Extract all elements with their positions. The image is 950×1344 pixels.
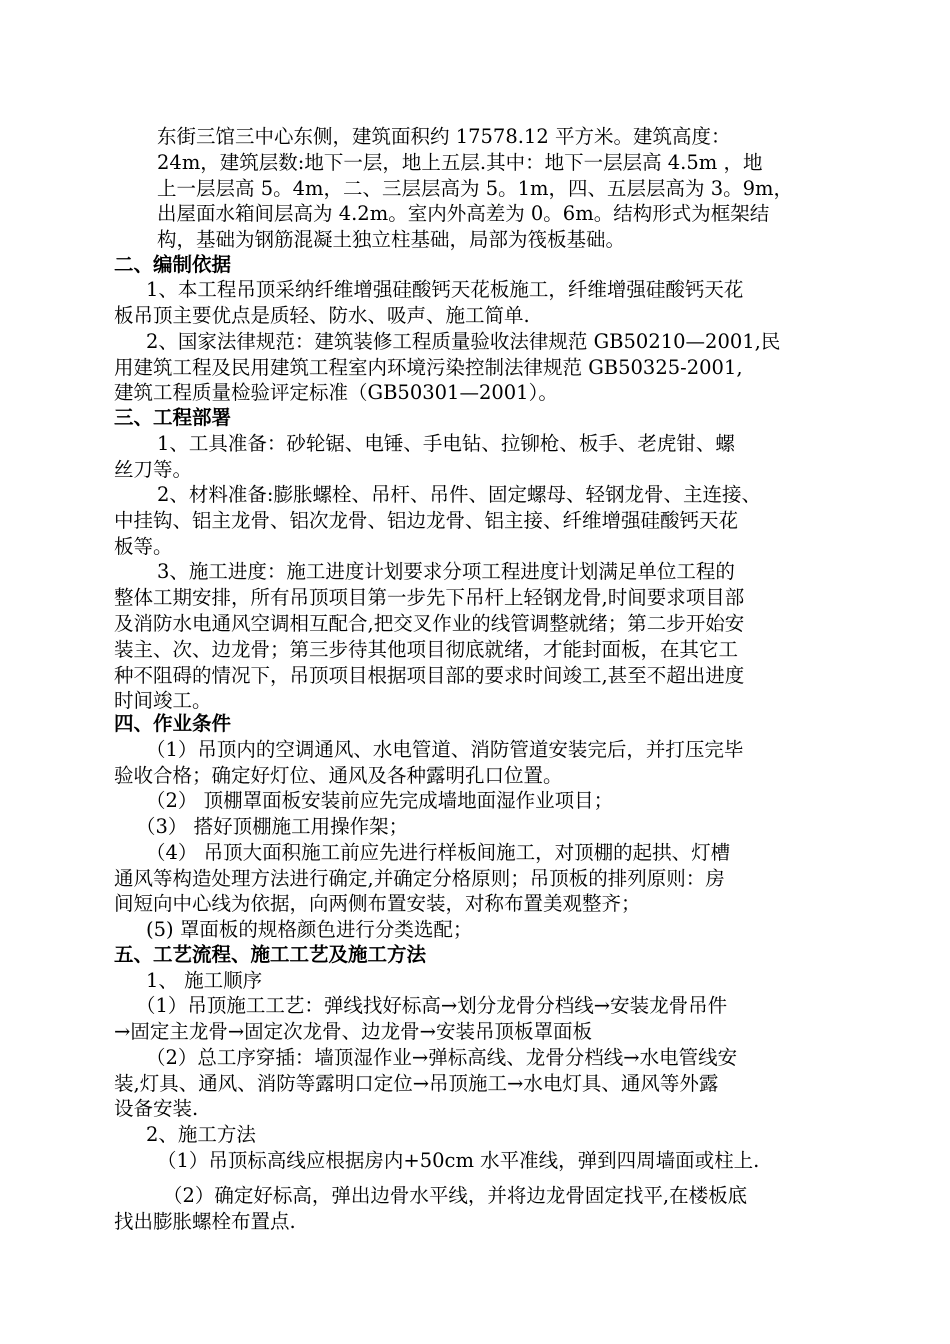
subsection-heading: 1、 施工顺序 bbox=[146, 969, 263, 992]
paragraph-line: （1）吊顶施工工艺：弹线找好标高→划分龙骨分档线→安装龙骨吊件 bbox=[136, 994, 728, 1017]
paragraph-line: 1、本工程吊顶采纳纤维增强硅酸钙天花板施工，纤维增强硅酸钙天花 bbox=[146, 278, 744, 301]
paragraph-line: （3） 搭好顶棚施工用操作架； bbox=[136, 815, 409, 838]
paragraph-line: （4） 吊顶大面积施工前应先进行样板间施工，对顶棚的起拱、灯槽 bbox=[146, 841, 731, 864]
paragraph-line: 2、材料准备:膨胀螺栓、吊杆、吊件、固定螺母、轻钢龙骨、主连接、 bbox=[157, 483, 761, 506]
paragraph-line: →固定主龙骨→固定次龙骨、边龙骨→安装吊顶板罩面板 bbox=[114, 1020, 593, 1043]
paragraph-line: 验收合格；确定好灯位、通风及各种露明孔口位置。 bbox=[114, 764, 563, 787]
paragraph-line: （2）总工序穿插：墙顶湿作业→弹标高线、龙骨分档线→水电管线安 bbox=[146, 1046, 738, 1069]
paragraph-line: （2）确定好标高，弹出边骨水平线，并将边龙骨固定找平,在楼板底 bbox=[163, 1184, 748, 1207]
paragraph-line: 找出膨胀螺栓布置点. bbox=[114, 1210, 296, 1233]
paragraph-line: 上一层层高 5。4m，二、三层层高为 5。1m，四、五层层高为 3。9m， bbox=[157, 177, 794, 200]
paragraph-line: 东街三馆三中心东侧，建筑面积约 17578.12 平方米。建筑高度： bbox=[157, 125, 731, 148]
paragraph-line: 装主、次、边龙骨；第三步待其他项目彻底就绪，才能封面板，在其它工 bbox=[114, 638, 739, 661]
paragraph-line: 构，基础为钢筋混凝土独立柱基础，局部为筏板基础。 bbox=[157, 228, 626, 251]
paragraph-line: 装,灯具、通风、消防等露明口定位→吊顶施工→水电灯具、通风等外露 bbox=[114, 1072, 719, 1095]
paragraph-line: （1）吊顶标高线应根据房内+50cm 水平准线，弹到四周墙面或柱上. bbox=[157, 1149, 760, 1172]
paragraph-line: 时间竣工。 bbox=[114, 689, 212, 712]
paragraph-line: 板吊顶主要优点是质轻、防水、吸声、施工简单. bbox=[114, 304, 530, 327]
subsection-heading: 2、施工方法 bbox=[146, 1123, 256, 1146]
paragraph-line: 种不阻碍的情况下，吊顶项目根据项目部的要求时间竣工,甚至不超出进度 bbox=[114, 664, 745, 687]
paragraph-line: 3、施工进度：施工进度计划要求分项工程进度计划满足单位工程的 bbox=[157, 560, 735, 583]
paragraph-line: 及消防水电通风空调相互配合,把交叉作业的线管调整就绪；第二步开始安 bbox=[114, 612, 745, 635]
paragraph-line: 板等。 bbox=[114, 535, 173, 558]
paragraph-line: 24m，建筑层数:地下一层，地上五层.其中：地下一层层高 4.5m ，地 bbox=[157, 151, 763, 174]
section-heading-4: 四、作业条件 bbox=[114, 712, 232, 735]
paragraph-line: 出屋面水箱间层高为 4.2m。室内外高差为 0。6m。结构形式为框架结 bbox=[157, 202, 770, 225]
paragraph-line: 2、国家法律规范：建筑装修工程质量验收法律规范 GB50210—2001,民 bbox=[146, 330, 781, 353]
paragraph-line: 整体工期安排，所有吊顶项目第一步先下吊杆上轻钢龙骨,时间要求项目部 bbox=[114, 586, 745, 609]
section-heading-2: 二、编制依据 bbox=[114, 253, 232, 276]
paragraph-line: 建筑工程质量检验评定标准（GB50301—2001）。 bbox=[114, 381, 558, 404]
paragraph-line: 丝刀等。 bbox=[114, 458, 193, 481]
paragraph-line: (5) 罩面板的规格颜色进行分类选配； bbox=[146, 918, 473, 941]
paragraph-line: 设备安装. bbox=[114, 1097, 199, 1120]
paragraph-line: 用建筑工程及民用建筑工程室内环境污染控制法律规范 GB50325-2001, bbox=[114, 356, 743, 379]
paragraph-line: 通风等构造处理方法进行确定,并确定分格原则；吊顶板的排列原则：房 bbox=[114, 867, 725, 890]
paragraph-line: 1、工具准备：砂轮锯、电锤、手电钻、拉铆枪、板手、老虎钳、螺 bbox=[157, 432, 735, 455]
paragraph-line: （1）吊顶内的空调通风、水电管道、消防管道安装完后，并打压完毕 bbox=[146, 738, 744, 761]
paragraph-line: 间短向中心线为依据，向两侧布置安装，对称布置美观整齐； bbox=[114, 892, 641, 915]
paragraph-line: 中挂钩、铝主龙骨、铝次龙骨、铝边龙骨、铝主接、纤维增强硅酸钙天花 bbox=[114, 509, 739, 532]
paragraph-line: （2） 顶棚罩面板安装前应先完成墙地面湿作业项目； bbox=[146, 789, 614, 812]
section-heading-3: 三、工程部署 bbox=[114, 406, 232, 429]
section-heading-5: 五、工艺流程、施工工艺及施工方法 bbox=[114, 943, 427, 966]
